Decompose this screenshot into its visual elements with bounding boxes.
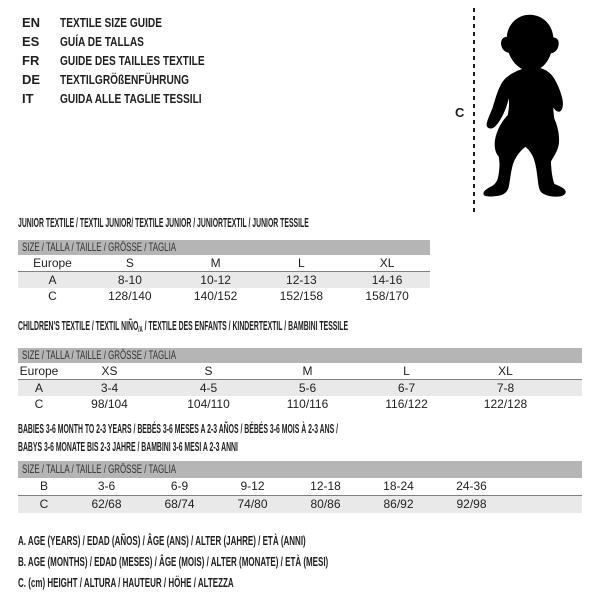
size-cell: 128/140 [108, 289, 152, 303]
size-cell: S [159, 363, 258, 380]
size-cell: 140/152 [193, 289, 238, 303]
size-cell: 12-13 [259, 272, 345, 289]
size-cell: 74/80 [216, 496, 289, 514]
size-cell: 5-6 [258, 380, 357, 397]
height-marker-label: C [455, 105, 465, 120]
size-cell: XL [456, 363, 555, 380]
footnotes [18, 531, 503, 594]
size-cell: 92/98 [435, 496, 508, 514]
size-cell: 3-4 [60, 380, 159, 397]
size-header-cell [18, 240, 430, 255]
size-cell: 6-9 [143, 478, 216, 496]
footnote-line-b [18, 552, 503, 573]
language-label: TEXTILGRÖßENFÜHRUNG [60, 72, 190, 87]
size-cell: M [258, 363, 357, 380]
size-table-junior [18, 240, 430, 304]
size-cell-empty [555, 363, 582, 380]
size-cell: 18-24 [362, 478, 435, 496]
row-label-cell: C [48, 289, 57, 303]
row-label-cell: B [18, 478, 70, 496]
size-cell-empty [508, 478, 582, 496]
size-header-bar [18, 461, 582, 478]
size-cell: 80/86 [289, 496, 362, 514]
title-part: CHILDREN'S TEXTILE / TEXTIL NIÑO [18, 319, 139, 333]
title-part: / TEXTILE DES ENFANTS / KINDERTEXTIL / BAMBINI TESSILE [142, 319, 349, 333]
size-cell: 68/74 [143, 496, 216, 514]
size-cell: 158/170 [365, 289, 409, 303]
language-code: DE [22, 72, 41, 87]
size-cell-empty [555, 396, 582, 412]
size-cell: L [357, 363, 456, 380]
row-label-cell: Europe [18, 255, 87, 272]
size-cell-empty [508, 496, 582, 514]
size-cell: 12-18 [289, 478, 362, 496]
size-cell: 6-7 [357, 380, 456, 397]
table-row [18, 288, 430, 304]
size-cell: 14-16 [344, 272, 430, 289]
footnote-text: B. AGE (MONTHS) / EDAD (MESES) / ÂGE (MOIS) / ALTER (MONATE) / ETÀ (MESI) [18, 555, 329, 569]
size-cell: 104/110 [187, 397, 230, 411]
table-row [18, 363, 582, 380]
size-cell: S [87, 255, 173, 272]
size-header-bar [18, 348, 582, 363]
language-row-fr [22, 51, 245, 70]
title-subscript: /A [138, 325, 143, 334]
section-title-text: BABYS 3-6 MONATE BIS 2-3 JAHRE / BAMBINI 3-6 MESI A 2-3 ANNI [18, 440, 238, 454]
size-cell: 7-8 [456, 380, 555, 397]
language-label: TEXTILE SIZE GUIDE [60, 15, 162, 30]
section-title-junior [18, 216, 547, 230]
section-title-children [18, 319, 600, 334]
size-header-cell [18, 461, 582, 478]
footnote-text: A. AGE (YEARS) / EDAD (AÑOS) / ÂGE (ANS) / ALTER (JAHRE) / ETÀ (ANNI) [18, 534, 306, 548]
size-cell: 98/104 [91, 397, 128, 411]
height-marker-dashed-line [473, 8, 475, 212]
size-cell: L [259, 255, 345, 272]
row-label-cell: A [18, 380, 60, 397]
language-label: GUIDA ALLE TAGLIE TESSILI [60, 91, 202, 106]
size-cell: XL [344, 255, 430, 272]
size-header-text: SIZE / TALLA / TAILLE / GRÖSSE / TAGLIA [22, 348, 177, 362]
size-cell: M [173, 255, 259, 272]
table-row [18, 478, 582, 496]
language-label: GUIDE DES TAILLES TEXTILE [60, 53, 205, 68]
language-code: FR [22, 53, 40, 68]
size-cell: 3-6 [70, 478, 143, 496]
size-table-children [18, 348, 582, 412]
size-cell: 86/92 [362, 496, 435, 514]
size-header-cell [18, 348, 582, 363]
size-cell: 62/68 [70, 496, 143, 514]
table-row [18, 496, 582, 514]
size-header-bar [18, 240, 430, 255]
row-label-cell: C [34, 397, 44, 411]
row-label-cell: C [18, 496, 70, 514]
language-code: EN [22, 15, 41, 30]
table-row [18, 396, 582, 412]
size-cell-empty [555, 380, 582, 397]
language-row-en [22, 13, 245, 32]
table-row [18, 380, 582, 397]
size-cell: 24-36 [435, 478, 508, 496]
size-cell: 10-12 [173, 272, 259, 289]
size-cell: 110/116 [286, 397, 329, 411]
language-row-es [22, 32, 245, 51]
size-cell: 4-5 [159, 380, 258, 397]
size-header-text: SIZE / TALLA / TAILLE / GRÖSSE / TAGLIA [22, 240, 177, 254]
size-cell: 152/158 [279, 289, 324, 303]
language-code: ES [22, 34, 40, 49]
size-cell: 116/122 [385, 397, 428, 411]
table-row [18, 255, 430, 272]
section-title-text: JUNIOR TEXTILE / TEXTIL JUNIOR/ TEXTILE JUNIOR / JUNIORTEXTIL / JUNIOR TESSILE [18, 216, 309, 230]
baby-silhouette-icon [477, 6, 573, 206]
size-table-babies [18, 461, 582, 513]
section-title-babies [18, 420, 600, 456]
language-row-de [22, 70, 245, 89]
size-cell: 122/128 [483, 397, 528, 411]
footnote-text: C. (cm) HEIGHT / ALTURA / HAUTEUR / HÖHE / ALTEZZA [18, 576, 234, 590]
row-label-cell: A [18, 272, 87, 289]
size-cell: 9-12 [216, 478, 289, 496]
language-label: GUÍA DE TALLAS [60, 34, 144, 49]
footnote-line-c [18, 573, 503, 594]
language-guide [22, 13, 245, 108]
section-title-text [18, 319, 348, 334]
size-cell: 8-10 [87, 272, 173, 289]
language-row-it [22, 89, 245, 108]
language-code: IT [22, 91, 34, 106]
footnote-line-a [18, 531, 503, 552]
size-cell: XS [60, 363, 159, 380]
size-header-text: SIZE / TALLA / TAILLE / GRÖSSE / TAGLIA [22, 462, 177, 476]
row-label-cell: Europe [19, 364, 59, 378]
section-title-text: BABIES 3-6 MONTH TO 2-3 YEARS / BEBÉS 3-6 MESES A 2-3 AÑOS / BÉBÉS 3-6 MOIS À 2-3 ANS / [18, 422, 339, 436]
table-row [18, 272, 430, 289]
